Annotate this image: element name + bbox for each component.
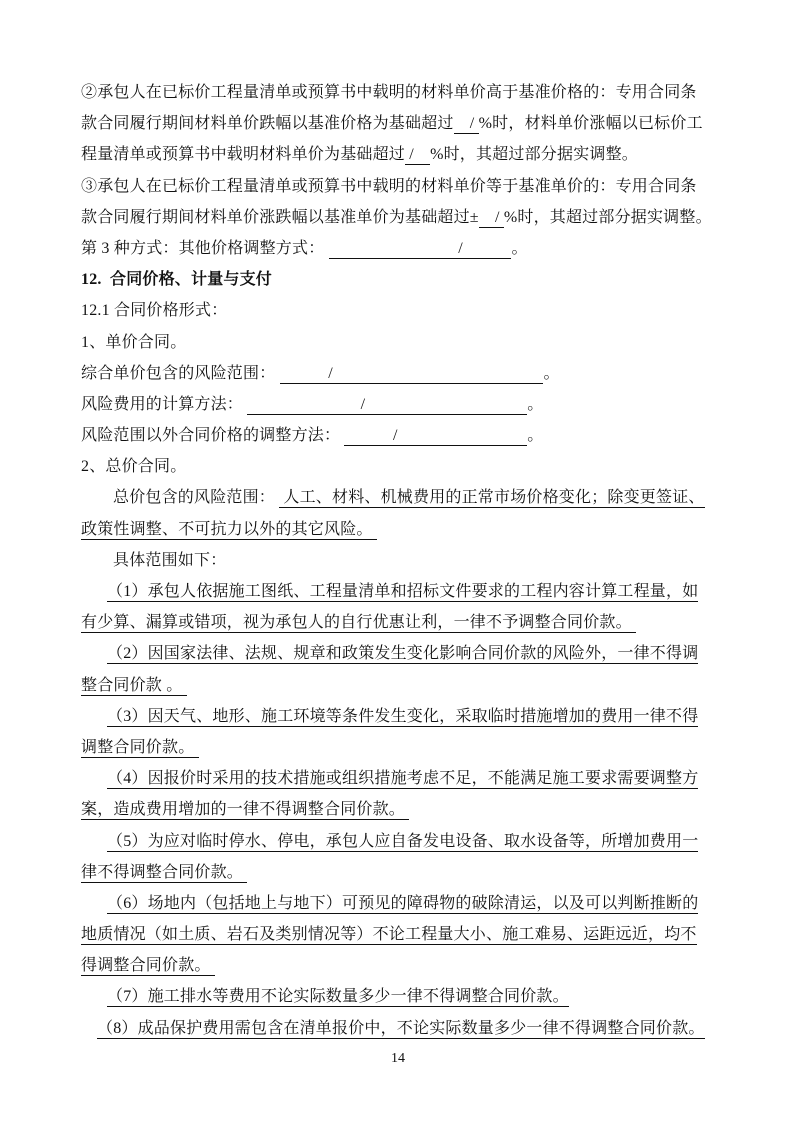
document-line <box>81 514 715 545</box>
text-run: 12. 合同价格、计量与支付 <box>81 271 273 289</box>
filled-blank-text: （1）承包人依据施工图纸、工程量清单和招标文件要求的工程内容计算工程量，如 <box>107 583 699 600</box>
document-line <box>81 327 715 358</box>
document-line <box>81 670 715 701</box>
filled-blank-text: / <box>478 208 504 226</box>
filled-blank-text: 人工、材料、机械费用的正常市场价格变化；除变更签证、 <box>279 489 705 507</box>
document-line <box>81 607 715 638</box>
text-run: 1、单价合同。 <box>81 333 187 351</box>
document-line <box>81 389 715 420</box>
filled-blank-text: / <box>453 115 479 133</box>
text-run: 。 <box>527 395 544 413</box>
filled-blank-text: / <box>405 146 431 164</box>
text-run: 具体范围如下： <box>113 551 227 569</box>
filled-blank-text: / <box>328 239 512 257</box>
filled-blank-text: 地质情况（如土质、岩石及类别情况等）不论工程量大小、施工难易、运距远近，均不 <box>81 926 697 944</box>
text-run: ③承包人在已标价工程量清单或预算书中载明的材料单价等于基准单价的：专用合同条 <box>81 177 697 195</box>
document-line <box>81 981 715 1012</box>
document-line <box>81 576 715 607</box>
filled-blank-text: （3）因天气、地形、施工环境等条件发生变化，采取临时措施增加的费用一律不得 <box>107 707 699 725</box>
filled-blank-text: 得调整合同价款。 <box>81 957 215 975</box>
filled-blank-text: 案，造成费用增加的一律不得调整合同价款。 <box>81 801 410 819</box>
filled-blank-text: （4）因报价时采用的技术措施或组织措施考虑不足，不能满足施工要求需要调整方 <box>107 770 699 788</box>
filled-blank-text: （8）成品保护费用需包含在清单报价中，不论实际数量多少一律不得调整合同价款。 <box>97 1019 705 1037</box>
document-line <box>81 77 715 108</box>
text-run: %时，其超过部分据实调整。 <box>503 208 712 226</box>
document-line <box>81 264 715 295</box>
document-line <box>81 857 715 888</box>
text-run: 风险范围以外合同价格的调整方法： <box>81 427 345 445</box>
filled-blank-text: （7）施工排水等费用不论实际数量多少一律不得调整合同价款。 <box>107 988 569 1006</box>
document-line <box>81 545 715 576</box>
filled-blank-text: （2）因国家法律、法规、规章和政策发生变化影响合同价款的风险外，一律不得调 <box>107 645 699 663</box>
document-line <box>81 763 715 794</box>
document-line <box>81 794 715 825</box>
document-line <box>81 233 715 264</box>
document-line <box>81 451 715 482</box>
document-body <box>81 77 715 1044</box>
document-line <box>81 482 715 513</box>
document-line <box>81 1013 715 1044</box>
filled-blank-text: 律不得调整合同价款。 <box>81 863 248 881</box>
document-line <box>81 202 715 233</box>
text-run: 。 <box>527 427 544 445</box>
document-line <box>81 950 715 981</box>
text-run: 总价包含的风险范围： <box>113 489 280 507</box>
document-line <box>81 108 715 139</box>
document-line <box>81 638 715 669</box>
document-line <box>81 139 715 170</box>
text-run: 款合同履行期间材料单价涨跌幅以基准单价为基础超过± <box>81 208 479 226</box>
document-line <box>81 295 715 326</box>
filled-blank-text: 有少算、漏算或错项，视为承包人的自行优惠让利，一律不予调整合同价款。 <box>81 614 637 632</box>
document-line <box>81 888 715 919</box>
document-line <box>81 919 715 950</box>
text-run: 。 <box>511 239 528 257</box>
filled-blank-text: / <box>247 395 528 413</box>
filled-blank-text: 整合同价款 。 <box>81 676 187 694</box>
document-line <box>81 358 715 389</box>
text-run: 第 3 种方式：其他价格调整方式： <box>81 239 329 257</box>
filled-blank-text: 调整合同价款。 <box>81 738 199 756</box>
text-run: %时，其超过部分据实调整。 <box>430 146 638 164</box>
filled-blank-text: 政策性调整、不可抗力以外的其它风险。 <box>81 520 377 538</box>
text-run: 综合单价包含的风险范围： <box>81 364 280 382</box>
text-run: %时，材料单价涨幅以已标价工 <box>478 115 703 133</box>
document-footer <box>81 1044 715 1072</box>
document-line <box>81 420 715 451</box>
text-run: 2、总价合同。 <box>81 458 187 476</box>
filled-blank-text: （5）为应对临时停水、停电，承包人应自备发电设备、取水设备等，所增加费用一 <box>107 832 699 850</box>
text-run: 程量清单或预算书中载明材料单价为基础超过 <box>81 146 406 164</box>
filled-blank-text: / <box>344 427 528 445</box>
text-run: 款合同履行期间材料单价跌幅以基准价格为基础超过 <box>81 115 454 133</box>
document-line <box>81 701 715 732</box>
text-run: 风险费用的计算方法： <box>81 395 248 413</box>
page-number: 14 <box>391 1051 405 1066</box>
text-run: 。 <box>543 364 560 382</box>
document-line <box>81 826 715 857</box>
text-run: 12.1 合同价格形式： <box>81 302 228 320</box>
text-run: ②承包人在已标价工程量清单或预算书中载明的材料单价高于基准价格的：专用合同条 <box>81 84 697 101</box>
filled-blank-text: （6）场地内（包括地上与地下）可预见的障碍物的破除清运，以及可以判断推断的 <box>107 894 699 912</box>
document-line <box>81 732 715 763</box>
filled-blank-text: / <box>279 364 544 382</box>
document-line <box>81 171 715 202</box>
